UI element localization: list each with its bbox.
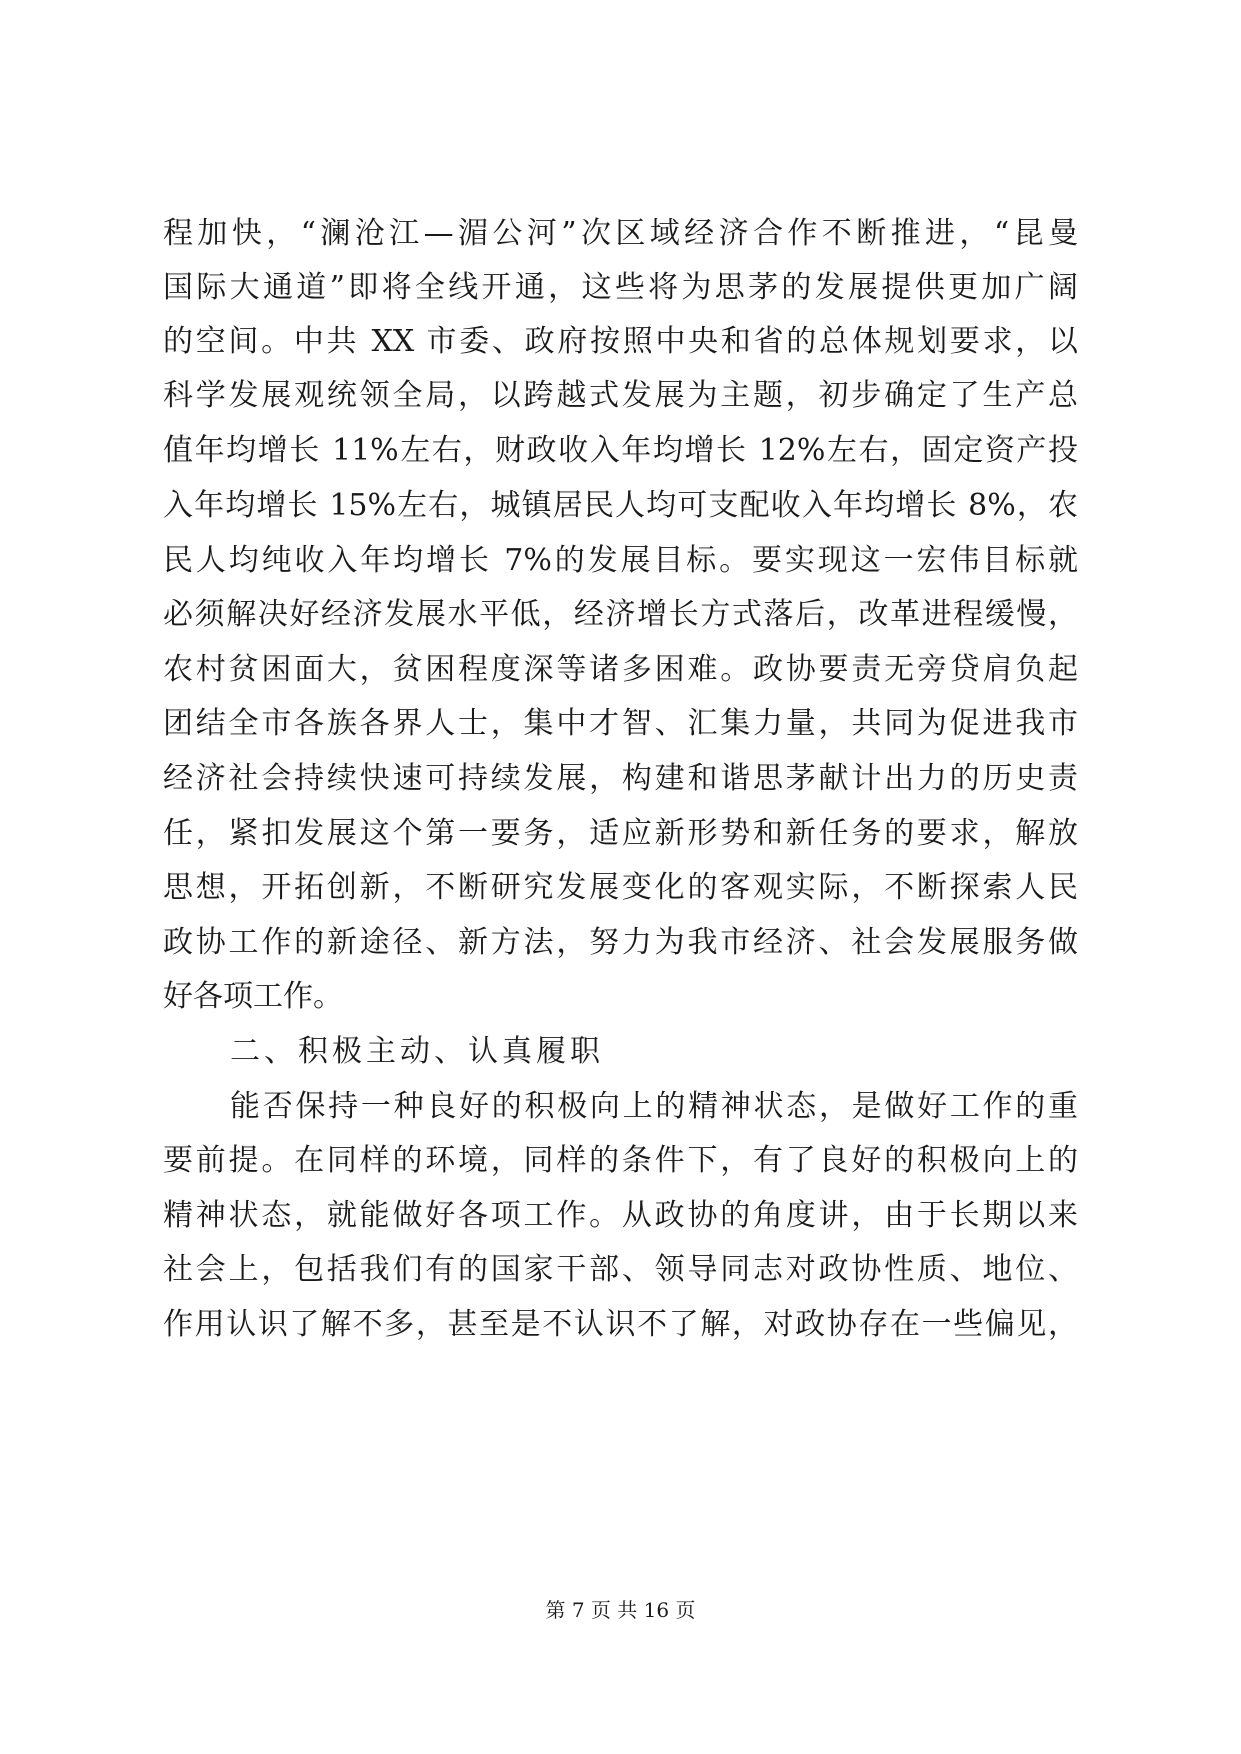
body-line: 政协工作的新途径、新方法，努力为我市经济、社会发展服务做 [163, 925, 1078, 960]
body-line: 值年均增长 11%左右，财政收入年均增长 12%左右，固定资产投 [163, 433, 1078, 468]
body-line: 团结全市各族各界人士，集中才智、汇集力量，共同为促进我市 [163, 706, 1078, 741]
body-line: 经济社会持续快速可持续发展，构建和谐思茅献计出力的历史责 [163, 761, 1078, 796]
body-line: 精神状态，就能做好各项工作。从政协的角度讲，由于长期以来 [163, 1198, 1078, 1233]
body-line: 科学发展观统领全局，以跨越式发展为主题，初步确定了生产总 [163, 378, 1078, 413]
page-number-footer: 第 7 页 共 16 页 [545, 1598, 696, 1622]
body-line: 农村贫困面大，贫困程度深等诸多困难。政协要责无旁贷肩负起 [163, 652, 1078, 687]
body-line: 民人均纯收入年均增长 7%的发展目标。要实现这一宏伟目标就 [163, 543, 1078, 578]
body-line: 能否保持一种良好的积极向上的精神状态，是做好工作的重 [230, 1089, 1078, 1124]
body-line: 程加快，“澜沧江—湄公河”次区域经济合作不断推进，“昆曼 [163, 216, 1078, 251]
body-line: 要前提。在同样的环境，同样的条件下，有了良好的积极向上的 [163, 1143, 1078, 1178]
body-line: 思想，开拓创新，不断研究发展变化的客观实际，不断探索人民 [163, 870, 1078, 905]
body-line: 作用认识了解不多，甚至是不认识不了解，对政协存在一些偏见， [163, 1307, 1078, 1342]
body-line: 社会上，包括我们有的国家干部、领导同志对政协性质、地位、 [163, 1252, 1078, 1287]
body-line: 国际大通道”即将全线开通，这些将为思茅的发展提供更加广阔 [163, 270, 1078, 305]
body-line: 必须解决好经济发展水平低，经济增长方式落后，改革进程缓慢， [163, 597, 1078, 632]
body-line: 的空间。中共 XX 市委、政府按照中央和省的总体规划要求，以 [163, 324, 1078, 359]
body-line: 任，紧扣发展这个第一要务，适应新形势和新任务的要求，解放 [163, 816, 1078, 851]
section-heading: 二、积极主动、认真履职 [230, 1034, 604, 1069]
body-line: 好各项工作。 [163, 979, 343, 1014]
body-line: 入年均增长 15%左右，城镇居民人均可支配收入年均增长 8%，农 [163, 488, 1078, 523]
